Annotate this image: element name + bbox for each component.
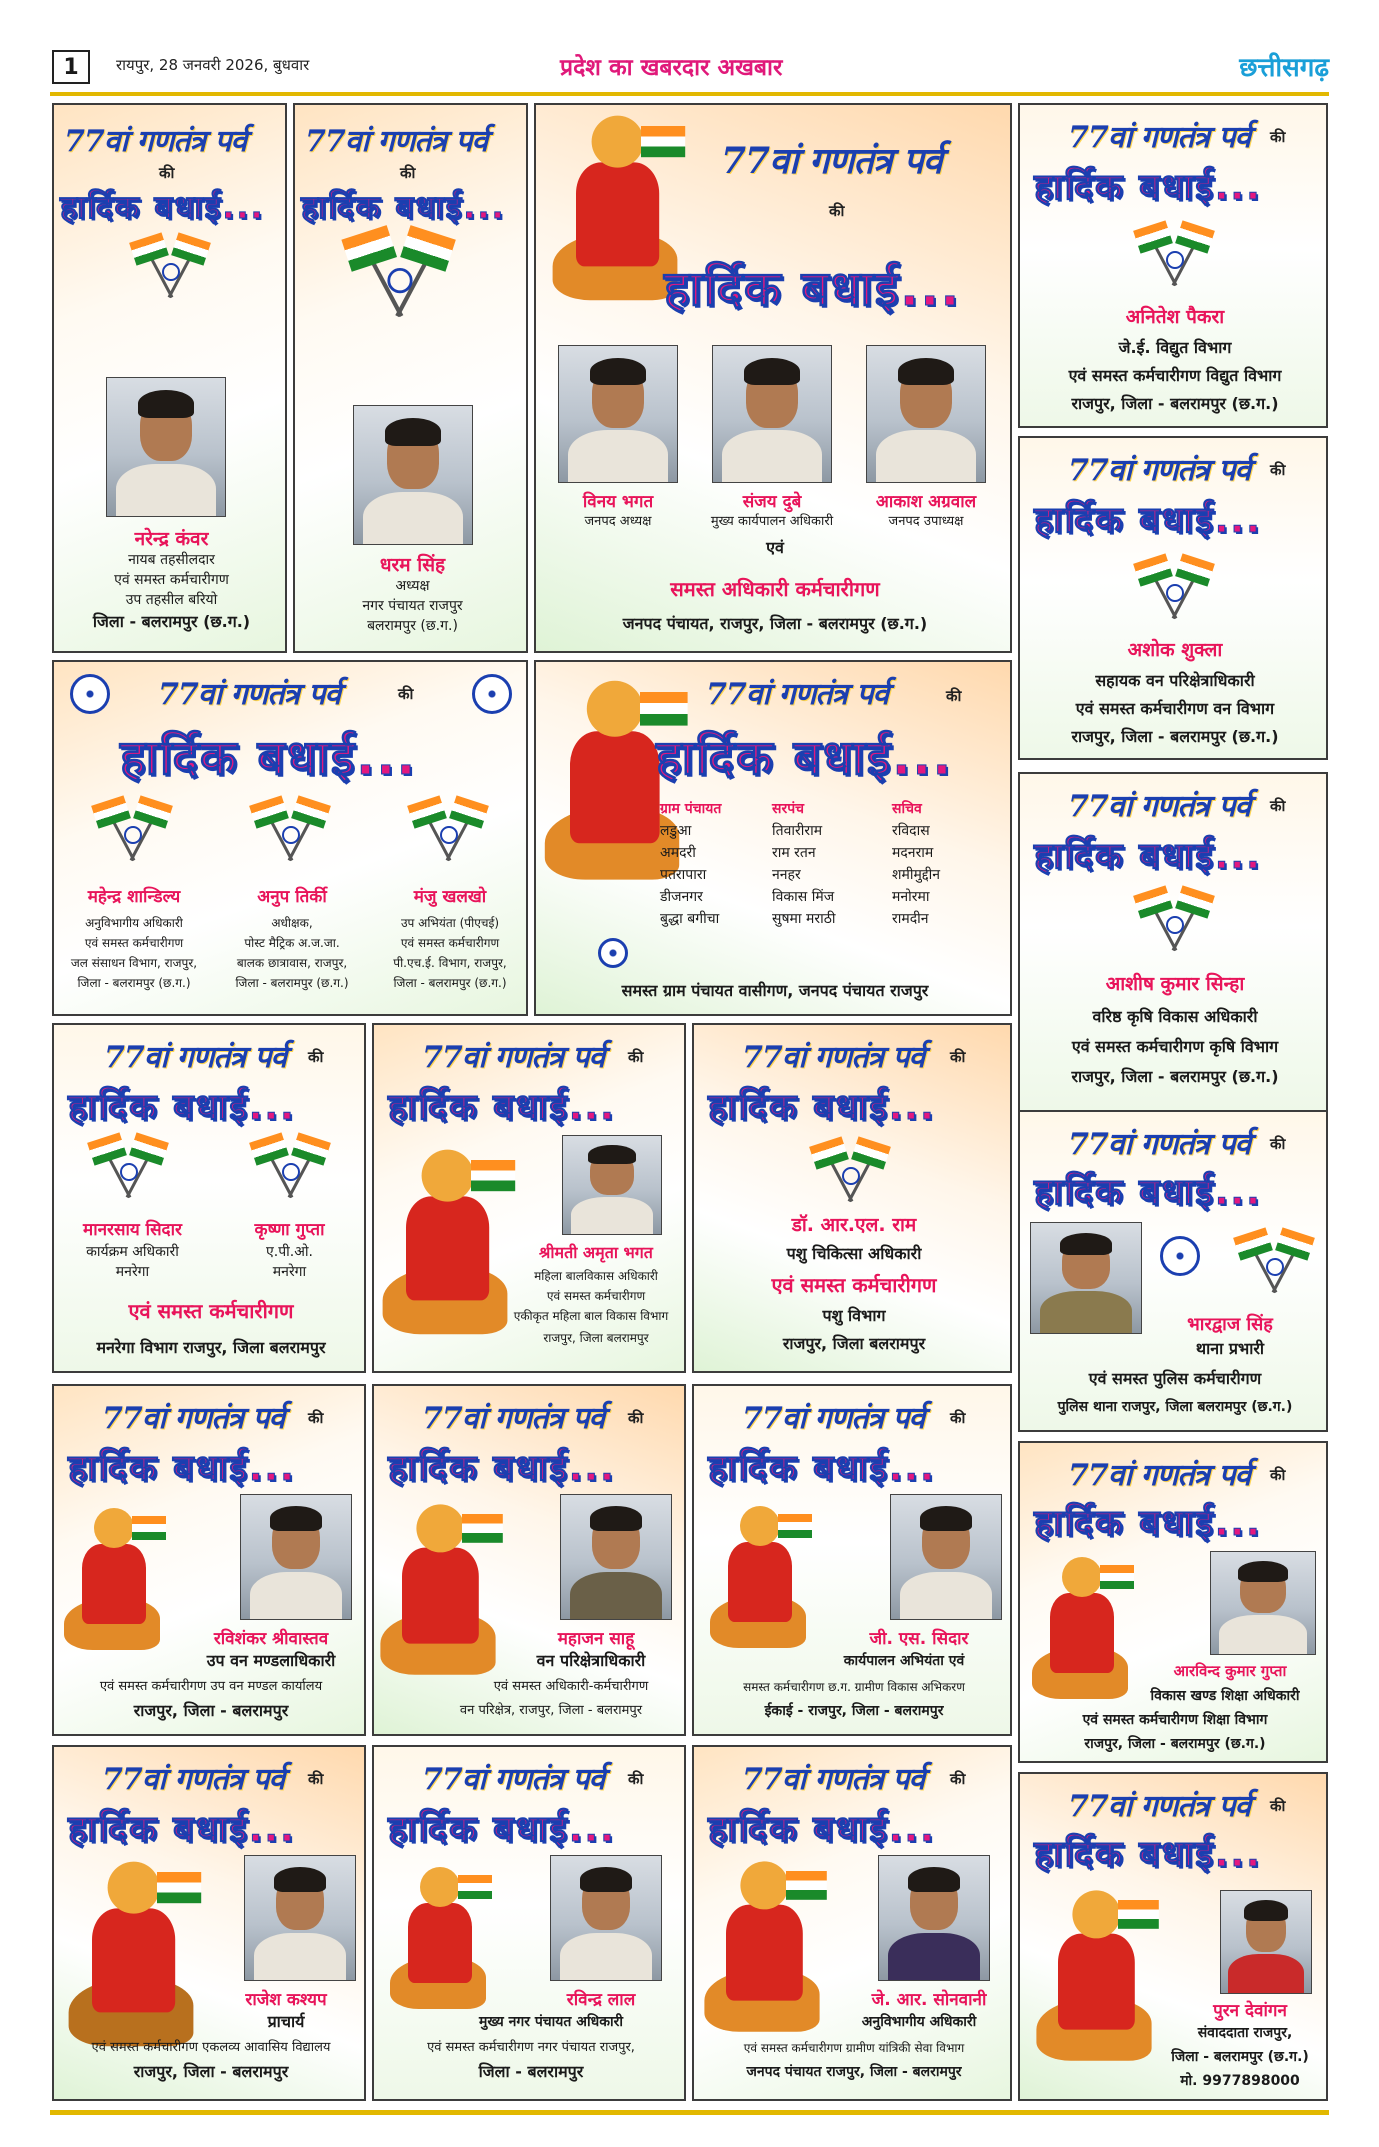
ad-ki: की <box>950 1409 966 1427</box>
ad-ashok-shukla <box>1018 436 1328 760</box>
crossed-flags-icon <box>246 796 336 866</box>
person-name: रविन्द्र लाल <box>566 1990 636 2010</box>
person-name: जे. आर. सोनवानी <box>871 1990 987 2010</box>
designation: जे.ई. विद्युत विभाग <box>1118 338 1232 357</box>
bharat-mata-icon <box>388 1865 498 2015</box>
ad-ki: की <box>308 1048 324 1066</box>
crossed-flags-icon <box>806 1137 896 1207</box>
person-photo <box>712 345 832 483</box>
staff-line: एवं समस्त कर्मचारीगण <box>771 1273 937 1297</box>
ad-festival: 77वां गणतंत्र पर्व <box>104 1040 287 1075</box>
district-line: राजपुर, जिला बलरामपुर <box>782 1334 926 1353</box>
crossed-flags-icon <box>404 796 494 866</box>
designation: कार्यक्रम अधिकारी <box>86 1244 179 1260</box>
ad-ki: की <box>1270 461 1286 479</box>
crossed-flags-icon <box>246 1133 336 1203</box>
bharat-mata-icon <box>702 1859 834 2039</box>
designation: उप अभियंता (पीएचई) <box>400 916 500 930</box>
ad-festival: 77वां गणतंत्र पर्व <box>158 677 341 712</box>
district-line: जिला - बलरामपुर (छ.ग.) <box>77 976 191 990</box>
person-name: रविशंकर श्रीवास्तव <box>213 1629 329 1649</box>
ad-gs-sidar <box>692 1384 1012 1736</box>
ad-festival: 77वां गणतंत्र पर्व <box>422 1401 605 1436</box>
ad-ki: की <box>1270 1135 1286 1153</box>
ashoka-chakra-icon <box>598 938 628 968</box>
ad-wish: हार्दिक बधाई... <box>68 1087 296 1128</box>
person-name: जी. एस. सिदार <box>869 1629 969 1649</box>
office-line: पोस्ट मैट्रिक अ.ज.जा. <box>244 936 340 950</box>
page-header <box>0 0 1379 95</box>
staff-line: एवं समस्त कर्मचारीगण ग्रामीण यांत्रिकी सेवा विभाग <box>743 2041 965 2055</box>
ad-festival: 77वां गणतंत्र पर्व <box>1068 120 1251 155</box>
ad-ki: की <box>308 1409 324 1427</box>
staff-line: एवं समस्त अधिकारी-कर्मचारीगण <box>493 1679 649 1694</box>
staff-line: एवं समस्त कर्मचारीगण उप वन मण्डल कार्यालय <box>99 1679 323 1694</box>
person-name: धरम सिंह <box>379 554 446 576</box>
crossed-flags-icon <box>1230 1228 1320 1298</box>
designation: अनुविभागीय अधिकारी <box>85 916 183 930</box>
person-photo <box>1030 1222 1142 1334</box>
ad-gram-panchayats <box>534 660 1012 1016</box>
table-cell: विकास मिंज <box>772 889 835 905</box>
staff-line: एवं समस्त कर्मचारीगण एकलव्य आवासिय विद्यालय <box>91 2040 331 2055</box>
phone-number: मो. 9977898000 <box>1180 2073 1300 2089</box>
person-name: संजय दुबे <box>742 492 802 512</box>
ad-ki: की <box>628 1409 644 1427</box>
office-line: पी.एच.ई. विभाग, राजपुर, <box>393 956 507 970</box>
designation: जनपद उपाध्यक्ष <box>888 514 964 529</box>
person-name: मंजु खलखो <box>413 887 487 907</box>
table-cell: अमदरी <box>660 845 696 861</box>
ad-festival: 77वां गणतंत्र पर्व <box>102 1762 285 1797</box>
ad-dr-rl-ram <box>692 1023 1012 1373</box>
district-line: राजपुर, जिला - बलरामपुर <box>133 2062 289 2081</box>
ad-wish: हार्दिक बधाई... <box>1034 500 1262 541</box>
table-cell: तिवारीराम <box>772 823 823 839</box>
staff-line: एवं समस्त कर्मचारीगण शिक्षा विभाग <box>1082 1712 1268 1728</box>
staff-line: एवं समस्त पुलिस कर्मचारीगण <box>1088 1369 1262 1388</box>
person-photo <box>562 1135 662 1235</box>
ad-festival: 77वां गणतंत्र पर्व <box>1068 1127 1251 1162</box>
staff-line: एवं समस्त कर्मचारीगण <box>84 936 184 950</box>
panchayat-table <box>660 798 1000 948</box>
designation: संवाददाता राजपुर, <box>1197 2025 1293 2041</box>
designation: नायब तहसीलदार <box>128 552 215 568</box>
person-name: कृष्णा गुप्ता <box>254 1220 325 1240</box>
ad-festival: 77वां गणतंत्र पर्व <box>721 140 942 182</box>
district-line: राजपुर, जिला - बलरामपुर (छ.ग.) <box>1071 727 1279 746</box>
district-line: राजपुर, जिला - बलरामपुर (छ.ग.) <box>1071 394 1279 413</box>
table-cell: सुषमा मराठी <box>772 911 836 927</box>
district-line: वन परिक्षेत्र, राजपुर, जिला - बलरामपुर <box>459 1703 643 1718</box>
ad-ki: की <box>628 1770 644 1788</box>
staff-line: एवं समस्त कर्मचारीगण <box>128 1299 294 1323</box>
ashoka-chakra-icon <box>1160 1236 1200 1276</box>
designation: अनुविभागीय अधिकारी <box>861 2014 977 2030</box>
district-line: जिला - बलरामपुर <box>478 2062 584 2081</box>
designation: महिला बालविकास अधिकारी <box>534 1269 658 1283</box>
district-line: राजपुर, जिला बलरामपुर <box>543 1331 649 1345</box>
bharat-mata-icon <box>62 1506 172 1656</box>
table-cell: राम रतन <box>772 845 816 861</box>
designation: अधीक्षक, <box>271 916 313 930</box>
ad-arvind-gupta <box>1018 1441 1328 1763</box>
ad-wish: हार्दिक बधाई... <box>68 1809 296 1850</box>
bharat-mata-icon <box>66 1859 209 2054</box>
ad-festival: 77वां गणतंत्र पर्व <box>706 677 889 712</box>
person-name: राजेश कश्यप <box>245 1990 327 2010</box>
designation: सहायक वन परिक्षेत्राधिकारी <box>1095 671 1255 690</box>
office-line: पशु विभाग <box>822 1306 886 1325</box>
person-name: आकाश अग्रवाल <box>875 492 977 512</box>
ad-wish: हार्दिक बधाई... <box>388 1448 616 1489</box>
designation: पशु चिकित्सा अधिकारी <box>786 1244 922 1263</box>
ad-festival: 77वां गणतंत्र पर्व <box>742 1401 925 1436</box>
person-name: डॉ. आर.एल. राम <box>791 1214 917 1236</box>
district-line: जिला - बलरामपुर (छ.ग.) <box>92 612 251 631</box>
table-cell: पतरापारा <box>660 867 707 883</box>
designation: ए.पी.ओ. <box>266 1244 313 1260</box>
ad-festival: 77वां गणतंत्र पर्व <box>1068 1458 1251 1493</box>
ad-wish: हार्दिक बधाई... <box>1034 1834 1262 1875</box>
ad-wish: हार्दिक बधाई... <box>68 1448 296 1489</box>
staff-line: समस्त अधिकारी कर्मचारीगण <box>670 577 880 601</box>
ad-festival: 77वां गणतंत्र पर्व <box>422 1040 605 1075</box>
person-name: महेन्द्र शान्डिल्य <box>87 887 181 907</box>
designation: अध्यक्ष <box>395 578 430 594</box>
office-line: मनरेगा <box>115 1264 150 1280</box>
person-name: श्रीमती अमृता भगत <box>539 1243 653 1262</box>
ad-wish: हार्दिक बधाई... <box>708 1809 936 1850</box>
person-name: अनितेश पैकरा <box>1125 306 1225 328</box>
designation: वन परिक्षेत्राधिकारी <box>536 1651 646 1670</box>
ad-ashish-sinha <box>1018 772 1328 1114</box>
ad-three-officers <box>52 660 528 1016</box>
evam: एवं <box>766 538 784 557</box>
district-line: जिला - बलरामपुर (छ.ग.) <box>1171 2049 1309 2065</box>
person-photo <box>240 1494 352 1620</box>
state-masthead: छत्तीसगढ़ <box>1239 53 1329 83</box>
person-name: आशीष कुमार सिन्हा <box>1105 973 1245 995</box>
ad-wish: हार्दिक बधाई... <box>1034 836 1262 877</box>
person-photo <box>550 1855 662 1981</box>
bharat-mata-icon <box>1030 1555 1140 1705</box>
designation: वरिष्ठ कृषि विकास अधिकारी <box>1092 1007 1258 1026</box>
place-line: जनपद पंचायत, राजपुर, जिला - बलरामपुर (छ.ग.) <box>622 614 928 633</box>
ad-narendra-kanwar <box>52 103 287 653</box>
designation: जनपद अध्यक्ष <box>584 514 652 529</box>
ad-ravishankar-srivastava <box>52 1384 366 1736</box>
person-photo <box>560 1494 672 1620</box>
district-line: राजपुर, जिला - बलरामपुर (छ.ग.) <box>1084 1736 1266 1752</box>
district-line: जनपद पंचायत राजपुर, जिला - बलरामपुर <box>746 2064 962 2080</box>
ad-festival: 77वां गणतंत्र पर्व <box>742 1040 925 1075</box>
footer-rule <box>50 2110 1329 2115</box>
person-name: अनुप तिर्की <box>257 887 327 907</box>
ad-ki: की <box>308 1770 324 1788</box>
district-line: बलरामपुर (छ.ग.) <box>367 618 458 634</box>
office-line: एकीकृत महिला बाल विकास विभाग <box>513 1309 669 1323</box>
ad-wish: हार्दिक बधाई... <box>708 1448 936 1489</box>
person-photo <box>878 1855 990 1981</box>
crossed-flags-icon <box>88 796 178 866</box>
column-header: सचिव <box>892 801 922 817</box>
ad-janpad-panchayat <box>534 103 1012 653</box>
ad-festival: 77वां गणतंत्र पर्व <box>1068 1789 1251 1824</box>
ad-puran-dewangan <box>1018 1772 1328 2101</box>
designation: थाना प्रभारी <box>1195 1339 1265 1358</box>
ad-mnrega <box>52 1023 366 1373</box>
ad-ki: की <box>628 1048 644 1066</box>
person-photo <box>1210 1551 1316 1655</box>
district-line: राजपुर, जिला - बलरामपुर <box>133 1701 289 1720</box>
ad-ki: की <box>1270 1466 1286 1484</box>
person-name: आरविन्द कुमार गुप्ता <box>1173 1662 1287 1680</box>
ad-festival: 77वां गणतंत्र पर्व <box>422 1762 605 1797</box>
office-line: मनरेगा <box>272 1264 307 1280</box>
staff-line: समस्त कर्मचारीगण छ.ग. ग्रामीण विकास अभिकरण <box>743 1680 965 1694</box>
table-cell: रामदीन <box>892 911 929 927</box>
designation: कार्यपालन अभियंता एवं <box>843 1653 965 1669</box>
ad-wish: हार्दिक बधाई... <box>388 1087 616 1128</box>
table-cell: रविदास <box>892 823 930 839</box>
designation: उप वन मण्डलाधिकारी <box>206 1651 336 1670</box>
bharat-mata-icon <box>1034 1888 1166 2068</box>
bharat-mata-icon <box>708 1504 818 1654</box>
office-line: उप तहसील बरियो <box>125 592 218 608</box>
column-header: सरपंच <box>772 801 805 817</box>
ad-festival: 77वां गणतंत्र पर्व <box>305 124 488 159</box>
ad-amrita-bhagat <box>372 1023 686 1373</box>
district-line: राजपुर, जिला - बलरामपुर (छ.ग.) <box>1071 1067 1279 1086</box>
office-line: जल संसाधन विभाग, राजपुर, <box>70 956 198 970</box>
person-photo <box>106 377 226 517</box>
district-line: पुलिस थाना राजपुर, जिला बलरामपुर (छ.ग.) <box>1057 1399 1293 1415</box>
staff-line: एवं समस्त कर्मचारीगण वन विभाग <box>1075 699 1275 718</box>
staff-line: एवं समस्त कर्मचारीगण विद्युत विभाग <box>1068 366 1282 385</box>
staff-line: एवं समस्त कर्मचारीगण नगर पंचायत राजपुर, <box>427 2040 635 2055</box>
ashoka-chakra-icon <box>70 674 110 714</box>
table-cell: लडुआ <box>660 823 692 839</box>
ad-wish: हार्दिक बधाई... <box>656 730 954 786</box>
ad-wish: हार्दिक बधाई... <box>388 1809 616 1850</box>
ad-ki: की <box>950 1048 966 1066</box>
person-name: अशोक शुक्ला <box>1127 639 1223 661</box>
designation: विकास खण्ड शिक्षा अधिकारी <box>1150 1688 1300 1704</box>
ad-anitesh-paikra <box>1018 103 1328 428</box>
tagline: प्रदेश का खबरदार अखबार <box>560 55 783 81</box>
column-header: ग्राम पंचायत <box>660 801 722 817</box>
office-line: बालक छात्रावास, राजपुर, <box>236 956 348 970</box>
crossed-flags-icon <box>84 1133 174 1203</box>
person-name: विनय भगत <box>582 492 654 512</box>
district-line: जिला - बलरामपुर (छ.ग.) <box>393 976 507 990</box>
ad-bhardwaj-singh <box>1018 1110 1328 1432</box>
table-cell: बुद्धा बगीचा <box>660 911 720 927</box>
ashoka-chakra-icon <box>472 674 512 714</box>
crossed-flags-icon <box>1130 554 1220 624</box>
bharat-mata-icon <box>378 1502 510 1682</box>
ad-mahajan-sahu <box>372 1384 686 1736</box>
ad-ki: की <box>1270 797 1286 815</box>
place-line: मनरेगा विभाग राजपुर, जिला बलरामपुर <box>96 1338 326 1357</box>
district-line: ईकाई - राजपुर, जिला - बलरामपुर <box>764 1703 944 1719</box>
person-photo <box>890 1494 1002 1620</box>
crossed-flags-icon <box>337 226 463 324</box>
person-name: मानरसाय सिदार <box>83 1220 182 1240</box>
ad-ki: की <box>400 164 416 182</box>
ad-dharam-singh <box>293 103 528 653</box>
ad-ki: की <box>950 1770 966 1788</box>
staff-line: एवं समस्त कर्मचारीगण <box>400 936 500 950</box>
ad-wish: हार्दिक बधाई... <box>120 730 418 786</box>
person-name: महाजन साहू <box>557 1629 635 1649</box>
ad-ki: की <box>159 164 175 182</box>
designation: मुख्य कार्यपालन अधिकारी <box>710 514 834 529</box>
table-cell: शमीमुद्दीन <box>892 867 941 883</box>
person-photo <box>866 345 986 483</box>
page-number: 1 <box>52 50 90 84</box>
person-photo <box>244 1855 356 1981</box>
ad-festival: 77वां गणतंत्र पर्व <box>742 1762 925 1797</box>
ad-wish: हार्दिक बधाई... <box>1034 1172 1262 1213</box>
staff-line: एवं समस्त कर्मचारीगण <box>546 1289 646 1303</box>
person-photo <box>558 345 678 483</box>
person-name: नरेन्द्र कंवर <box>134 528 209 550</box>
district-line: जिला - बलरामपुर (छ.ग.) <box>235 976 349 990</box>
person-name: भारद्वाज सिंह <box>1187 1314 1273 1335</box>
crossed-flags-icon <box>1130 886 1220 956</box>
ad-wish: हार्दिक बधाई... <box>301 188 506 226</box>
ad-festival: 77वां गणतंत्र पर्व <box>1068 453 1251 488</box>
ad-ki: की <box>829 202 845 220</box>
ad-ki: की <box>946 687 962 705</box>
ad-wish: हार्दिक बधाई... <box>1034 1503 1262 1544</box>
ad-jr-sonwani <box>692 1745 1012 2101</box>
table-cell: मनोरमा <box>892 889 930 905</box>
ad-wish: हार्दिक बधाई... <box>60 188 265 226</box>
designation: मुख्य नगर पंचायत अधिकारी <box>479 2014 623 2030</box>
place-line: समस्त ग्राम पंचायत वासीगण, जनपद पंचायत राजपुर <box>621 981 929 1000</box>
table-cell: मदनराम <box>892 845 934 861</box>
ad-ki: की <box>398 685 414 703</box>
person-photo <box>353 405 473 545</box>
ad-ki: की <box>1270 1797 1286 1815</box>
ad-ki: की <box>1270 128 1286 146</box>
ad-wish: हार्दिक बधाई... <box>708 1087 936 1128</box>
designation: प्राचार्य <box>267 2012 305 2031</box>
ad-ravindra-lal <box>372 1745 686 2101</box>
table-cell: ननहर <box>772 867 801 883</box>
crossed-flags-icon <box>126 233 216 303</box>
staff-line: एवं समस्त कर्मचारीगण कृषि विभाग <box>1071 1037 1279 1056</box>
ad-wish: हार्दिक बधाई... <box>664 261 962 317</box>
dateline: रायपुर, 28 जनवरी 2026, बुधवार <box>116 56 310 74</box>
person-photo <box>1220 1890 1312 1994</box>
person-name: पुरन देवांगन <box>1213 2001 1287 2021</box>
crossed-flags-icon <box>1130 221 1220 291</box>
table-cell: डीजनगर <box>660 889 703 905</box>
ad-wish: हार्दिक बधाई... <box>1034 167 1262 208</box>
header-rule <box>50 92 1329 96</box>
office-line: नगर पंचायत राजपुर <box>362 598 463 614</box>
staff-line: एवं समस्त कर्मचारीगण <box>114 572 229 588</box>
ad-festival: 77वां गणतंत्र पर्व <box>102 1401 285 1436</box>
ad-festival: 77वां गणतंत्र पर्व <box>1068 789 1251 824</box>
ad-rajesh-kashyap <box>52 1745 366 2101</box>
ad-festival: 77वां गणतंत्र पर्व <box>64 124 247 159</box>
